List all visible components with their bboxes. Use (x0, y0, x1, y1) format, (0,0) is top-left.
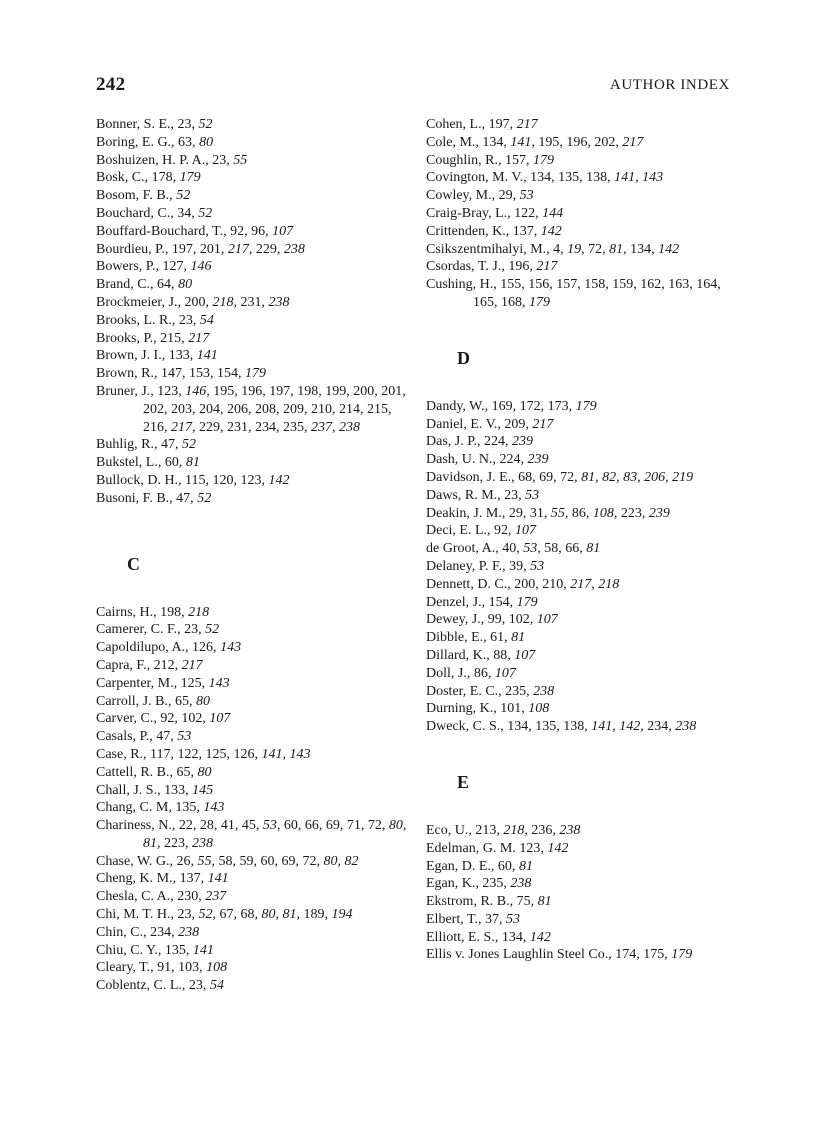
index-entry (426, 858, 744, 876)
entry-text: Egan, D. E., 60, (426, 858, 519, 874)
entry-text: 223, (620, 505, 649, 521)
entry-text: Edelman, G. M. 123, (426, 840, 548, 856)
index-entry (96, 436, 414, 454)
italic-page-ref: 108 (528, 701, 550, 717)
entry-text: Egan, K., 235, (426, 876, 511, 892)
entry-text: Bonner, S. E., 23, (96, 117, 199, 132)
entry-text: Casals, P., 47, (96, 729, 178, 745)
entry-text: Brooks, L. R., 23, (96, 312, 200, 328)
italic-page-ref: 238 (268, 294, 290, 310)
entry-text: Camerer, C. F., 23, (96, 622, 206, 638)
entry-text: Busoni, F. B., 47, (96, 490, 198, 506)
index-entry (96, 710, 414, 728)
italic-page-ref: 238 (178, 924, 200, 940)
entry-text: Eco, U., 213, (426, 822, 504, 838)
index-entry (426, 893, 744, 911)
entry-text: Doll, J., 86, (426, 665, 495, 681)
entry-text: Cole, M., 134, (426, 134, 511, 150)
index-entry (426, 629, 744, 647)
italic-page-ref: 237, 238 (311, 419, 360, 435)
entry-text: Buhlig, R., 47, (96, 437, 182, 453)
entry-text: 72, (588, 241, 610, 257)
entry-text: Carroll, J. B., 65, (96, 693, 196, 709)
entry-text: Case, R., 117, 122, 125, 126, (96, 746, 262, 762)
entry-text: Brand, C., 64, (96, 277, 179, 293)
italic-page-ref: 52 (181, 437, 196, 453)
italic-page-ref: 238 (283, 241, 305, 257)
italic-page-ref: 217 (188, 330, 210, 346)
index-entry (96, 853, 414, 871)
index-entry (96, 959, 414, 977)
entry-text: Daws, R. M., 23, (426, 487, 526, 503)
italic-page-ref: 217 (622, 134, 644, 150)
entry-text: Covington, M. V., 134, 135, 138, (426, 170, 615, 186)
italic-page-ref: 81, 82, 83, 206, 219 (581, 469, 694, 485)
section-letter-c: C (127, 553, 140, 574)
italic-page-ref: 141 (207, 871, 229, 887)
italic-page-ref: 80, 81, (143, 818, 407, 851)
entry-text: Dweck, C. S., 134, 135, 138, (426, 719, 592, 735)
entry-text: Brooks, P., 215, (96, 330, 189, 346)
index-entry (426, 258, 744, 276)
entry-text: Brown, J. I., 133, (96, 348, 197, 364)
entry-text: Chiu, C. Y., 135, (96, 942, 193, 958)
entry-text: 134, (630, 241, 659, 257)
entry-text: Capra, F., 212, (96, 657, 182, 673)
entry-text: 189, (303, 907, 332, 923)
index-entry (96, 746, 414, 764)
index-entry (426, 576, 744, 594)
index-entry (96, 639, 414, 657)
index-entry (426, 169, 744, 187)
entry-text: Csikszentmihalyi, M., 4, (426, 241, 568, 257)
index-entry (96, 134, 414, 152)
entry-text: Bourdieu, P., 197, 201, (96, 241, 228, 257)
index-entry (96, 799, 414, 817)
index-entry (426, 469, 744, 487)
index-entry (96, 365, 414, 383)
italic-page-ref: 144 (542, 205, 564, 221)
index-entry (96, 116, 414, 134)
italic-page-ref: 52 (198, 117, 213, 132)
italic-page-ref: 53, (262, 818, 284, 834)
index-entry (96, 764, 414, 782)
italic-page-ref: 145 (192, 782, 214, 798)
italic-page-ref: 217 (536, 259, 558, 275)
italic-page-ref: 52 (198, 205, 213, 221)
index-entry (96, 675, 414, 693)
index-column-right (426, 116, 744, 964)
entry-text: Boring, E. G., 63, (96, 134, 200, 150)
index-entry (96, 347, 414, 365)
index-entry (96, 693, 414, 711)
entry-text: 231, (240, 294, 269, 310)
entry-text: 195, 196, 202, (538, 134, 623, 150)
italic-page-ref: 238 (192, 835, 213, 851)
index-entry (96, 942, 414, 960)
italic-page-ref: 107 (514, 647, 536, 663)
italic-page-ref: 141, 142, (591, 719, 648, 735)
entry-text: Chesla, C. A., 230, (96, 889, 206, 905)
entry-text: Bosom, F. B., (96, 188, 177, 204)
entry-text: 58, 66, (544, 541, 587, 557)
italic-page-ref: 143 (203, 800, 225, 816)
entry-text: Delaney, P. F., 39, (426, 558, 531, 574)
index-entry (426, 840, 744, 858)
entry-text: Craig-Bray, L., 122, (426, 205, 543, 221)
entry-text: Capoldilupo, A., 126, (96, 640, 221, 656)
index-entry (96, 490, 414, 508)
italic-page-ref: 179 (532, 152, 554, 168)
entry-text: Daniel, E. V., 209, (426, 416, 533, 432)
italic-page-ref: 146, (185, 383, 214, 399)
italic-page-ref: 107 (494, 665, 516, 681)
italic-page-ref: 55, (197, 853, 219, 869)
entry-text: Crittenden, K., 137, (426, 223, 541, 239)
entry-text: Cheng, K. M., 137, (96, 871, 208, 887)
entry-text: Boshuizen, H. P. A., 23, (96, 152, 234, 168)
italic-page-ref: 53 (505, 911, 520, 927)
italic-page-ref: 238 (510, 876, 532, 892)
italic-page-ref: 80 (195, 693, 210, 709)
entry-text: Chang, C. M, 135, (96, 800, 204, 816)
entry-text: Cowley, M., 29, (426, 188, 520, 204)
italic-page-ref: 19, (567, 241, 589, 257)
italic-page-ref: 142 (268, 472, 290, 488)
index-entry (426, 416, 744, 434)
index-entry (426, 611, 744, 629)
entry-text: Bullock, D. H., 115, 120, 123, (96, 472, 269, 488)
italic-page-ref: 238 (533, 683, 555, 699)
entry-text: Denzel, J., 154, (426, 594, 517, 610)
italic-page-ref: 53 (177, 729, 192, 745)
index-entry (96, 604, 414, 622)
entry-text: 229, (255, 241, 284, 257)
entry-text: Bouffard-Bouchard, T., 92, 96, (96, 223, 273, 239)
index-entry (96, 906, 414, 924)
italic-page-ref: 179 (529, 294, 550, 310)
entry-text: 234, (647, 719, 676, 735)
entry-text: Ellis v. Jones Laughlin Steel Co., 174, 175, (426, 947, 672, 963)
italic-page-ref: 108 (206, 960, 228, 976)
italic-page-ref: 108, (592, 505, 621, 521)
italic-page-ref: 53 (530, 558, 545, 574)
entry-text: Cushing, H., 155, 156, 157, 158, 159, 162, 163, 164, 165, 168, (426, 277, 721, 310)
entry-text: Chin, C., 234, (96, 924, 179, 940)
italic-page-ref: 179 (575, 398, 597, 414)
italic-page-ref: 55, (550, 505, 572, 521)
index-entry (426, 665, 744, 683)
entry-text: Davidson, J. E., 68, 69, 72, (426, 469, 582, 485)
index-entry (426, 187, 744, 205)
entry-text: Bukstel, L., 60, (96, 455, 186, 471)
italic-page-ref: 142 (658, 241, 680, 257)
italic-page-ref: 52 (205, 622, 220, 638)
entry-text: Brown, R., 147, 153, 154, (96, 366, 245, 382)
entry-text: Dennett, D. C., 200, 210, (426, 576, 571, 592)
index-entry (426, 241, 744, 259)
section-letter-d: D (457, 347, 470, 368)
entry-text: Coblentz, C. L., 23, (96, 978, 210, 994)
index-entry (96, 817, 414, 853)
index-entry (426, 558, 744, 576)
italic-page-ref: 142 (547, 840, 569, 856)
entry-text: 223, (164, 835, 192, 851)
italic-page-ref: 107 (515, 523, 537, 539)
italic-page-ref: 81 (586, 541, 601, 557)
italic-page-ref: 218, (212, 294, 241, 310)
italic-page-ref: 54 (209, 978, 224, 994)
italic-page-ref: 80 (199, 134, 214, 150)
entry-text: Bruner, J., 123, (96, 383, 186, 399)
entry-text: Cairns, H., 198, (96, 604, 189, 620)
italic-page-ref: 80, 82 (323, 853, 359, 869)
italic-page-ref: 55 (233, 152, 248, 168)
index-entry (96, 977, 414, 995)
index-entry (426, 451, 744, 469)
entry-text: Ekstrom, R. B., 75, (426, 894, 538, 910)
entry-text: Cleary, T., 91, 103, (96, 960, 207, 976)
entry-text: Deakin, J. M., 29, 31, (426, 505, 551, 521)
entry-text: 67, 68, (219, 907, 262, 923)
entry-text: Carpenter, M., 125, (96, 675, 209, 691)
entry-text: Dibble, E., 61, (426, 630, 512, 646)
entry-text: Deci, E. L., 92, (426, 523, 516, 539)
entry-text: de Groot, A., 40, (426, 541, 524, 557)
index-entry (426, 929, 744, 947)
index-entry (96, 728, 414, 746)
entry-text: Brockmeier, J., 200, (96, 294, 213, 310)
italic-page-ref: 141, 143 (261, 746, 311, 762)
index-entry (426, 433, 744, 451)
index-entry (426, 594, 744, 612)
index-entry (426, 398, 744, 416)
entry-text: Doster, E. C., 235, (426, 683, 534, 699)
index-entry (426, 276, 744, 312)
entry-text: Bosk, C., 178, (96, 170, 180, 186)
italic-page-ref: 81, (609, 241, 631, 257)
index-entry (426, 540, 744, 558)
italic-page-ref: 81 (537, 894, 552, 910)
entry-text: Cattell, R. B., 65, (96, 764, 198, 780)
entry-text: Chall, J. S., 133, (96, 782, 193, 798)
entry-text: 58, 59, 60, 69, 72, (218, 853, 324, 869)
entry-text: 236, (531, 822, 560, 838)
entry-text: Elbert, T., 37, (426, 911, 506, 927)
italic-page-ref: 141, (510, 134, 539, 150)
italic-page-ref: 81 (518, 858, 533, 874)
italic-page-ref: 52 (176, 188, 191, 204)
index-entry (96, 258, 414, 276)
index-entry (426, 487, 744, 505)
index-entry (426, 223, 744, 241)
section-letter-e: E (457, 771, 470, 792)
italic-page-ref: 179 (671, 947, 693, 963)
index-entry (96, 241, 414, 259)
entry-text: 86, (571, 505, 593, 521)
entry-text: Chi, M. T. H., 23, (96, 907, 199, 923)
italic-page-ref: 80 (197, 764, 212, 780)
italic-page-ref: 107 (536, 612, 558, 628)
index-entry (426, 505, 744, 523)
entry-text: Durning, K., 101, (426, 701, 529, 717)
italic-page-ref: 237 (205, 889, 227, 905)
index-entry (426, 134, 744, 152)
italic-page-ref: 218, (503, 822, 532, 838)
italic-page-ref: 218 (188, 604, 210, 620)
entry-text: 195, 196, 197, 198, 199, 200, 201, 202, 203, 204, 206, 208, 209, 210, 214, 215, 216, (143, 383, 406, 435)
entry-text: 229, 231, 234, 235, (199, 419, 311, 435)
entry-text: Bowers, P., 127, (96, 259, 191, 275)
index-entry (96, 657, 414, 675)
index-entry (426, 718, 744, 736)
entry-text: Dewey, J., 99, 102, (426, 612, 537, 628)
italic-page-ref: 52 (197, 490, 212, 506)
index-entry (426, 522, 744, 540)
index-entry (96, 621, 414, 639)
italic-page-ref: 238 (559, 822, 581, 838)
italic-page-ref: 53 (525, 487, 540, 503)
index-entry (96, 223, 414, 241)
italic-page-ref: 238 (675, 719, 697, 735)
entry-text: Csordas, T. J., 196, (426, 259, 537, 275)
italic-page-ref: 217, (171, 419, 199, 435)
italic-page-ref: 239 (527, 452, 549, 468)
italic-page-ref: 80, 81, (261, 907, 304, 923)
italic-page-ref: 53 (519, 188, 534, 204)
index-column-left (96, 116, 414, 995)
index-entry (426, 700, 744, 718)
entry-text: Dandy, W., 169, 172, 173, (426, 398, 576, 414)
italic-page-ref: 179 (244, 366, 266, 382)
italic-page-ref: 217 (181, 657, 203, 673)
index-entry (96, 782, 414, 800)
italic-page-ref: 52, (198, 907, 220, 923)
index-entry (426, 911, 744, 929)
entry-text: Das, J. P., 224, (426, 434, 512, 450)
index-entry (96, 205, 414, 223)
entry-text: 60, 66, 69, 71, 72, (283, 818, 389, 834)
index-entry (96, 187, 414, 205)
index-entry (426, 822, 744, 840)
entry-text: Dillard, K., 88, (426, 647, 515, 663)
italic-page-ref: 217, (227, 241, 256, 257)
index-entry (96, 383, 414, 436)
italic-page-ref: 239 (511, 434, 533, 450)
italic-page-ref: 217, 218 (570, 576, 620, 592)
page-number: 242 (96, 74, 126, 95)
italic-page-ref: 142 (529, 929, 551, 945)
index-entry (426, 152, 744, 170)
entry-text: Coughlin, R., 157, (426, 152, 533, 168)
italic-page-ref: 107 (272, 223, 294, 239)
italic-page-ref: 239 (648, 505, 670, 521)
entry-text: Bouchard, C., 34, (96, 205, 199, 221)
index-entry (426, 205, 744, 223)
italic-page-ref: 53, (523, 541, 545, 557)
italic-page-ref: 179 (179, 170, 201, 186)
italic-page-ref: 143 (208, 675, 230, 691)
italic-page-ref: 217 (532, 416, 554, 432)
italic-page-ref: 143 (220, 640, 242, 656)
italic-page-ref: 194 (331, 907, 353, 923)
italic-page-ref: 54 (199, 312, 214, 328)
entry-text: Carver, C., 92, 102, (96, 711, 210, 727)
italic-page-ref: 81 (185, 455, 200, 471)
index-entry (96, 152, 414, 170)
index-entry (96, 294, 414, 312)
index-entry (96, 454, 414, 472)
index-entry (426, 875, 744, 893)
italic-page-ref: 80 (178, 277, 193, 293)
italic-page-ref: 81 (511, 630, 526, 646)
running-head: AUTHOR INDEX (609, 77, 730, 93)
entry-text: Elliott, E. S., 134, (426, 929, 530, 945)
index-entry (426, 946, 744, 964)
index-entry (96, 924, 414, 942)
index-entry (96, 312, 414, 330)
index-entry (96, 472, 414, 490)
italic-page-ref: 141 (196, 348, 218, 364)
italic-page-ref: 217 (516, 117, 538, 132)
entry-text: Dash, U. N., 224, (426, 452, 528, 468)
index-entry (426, 647, 744, 665)
italic-page-ref: 146 (190, 259, 212, 275)
italic-page-ref: 107 (209, 711, 231, 727)
italic-page-ref: 141 (192, 942, 214, 958)
index-entry (96, 870, 414, 888)
entry-text: Chase, W. G., 26, (96, 853, 198, 869)
index-entry (96, 169, 414, 187)
italic-page-ref: 141, 143 (614, 170, 664, 186)
index-entry (96, 276, 414, 294)
italic-page-ref: 142 (540, 223, 562, 239)
italic-page-ref: 179 (516, 594, 538, 610)
entry-text: Cohen, L., 197, (426, 117, 517, 132)
index-entry (96, 330, 414, 348)
index-entry (426, 683, 744, 701)
index-entry (426, 116, 744, 134)
entry-text: Chariness, N., 22, 28, 41, 45, (96, 818, 263, 834)
index-entry (96, 888, 414, 906)
